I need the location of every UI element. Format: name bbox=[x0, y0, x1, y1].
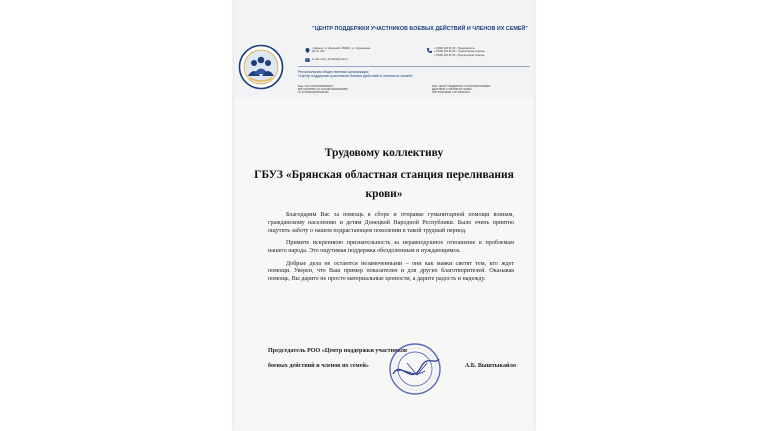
phone-icon bbox=[427, 48, 432, 53]
address-text: г. Донецк, г.о. Донецкий, 283001, ул. Чернышева 28, кв. 102 bbox=[312, 47, 371, 54]
organization-details: РОО "ЦЕНТР ПОДДЕРЖКИ УЧАСТНИКОВ БОЕВЫХ ДЕЙСТВИЙ И ЧЛЕНОВ ИХ СЕМЕЙ" ИНН 9303036384, КПП 930301001 bbox=[432, 85, 491, 94]
signatory-title: Председатель РОО «Центр поддержки участников bbox=[268, 348, 408, 354]
mail-icon bbox=[305, 58, 310, 62]
signatory-name: А.Б. Выштыкайло bbox=[464, 363, 516, 369]
stamp-seal-icon bbox=[387, 341, 443, 397]
location-pin-icon bbox=[305, 48, 310, 53]
regional-organization: Региональная общественная организация «Центр поддержки участников боевых действий и членов их семей» bbox=[298, 70, 413, 79]
addressee bbox=[252, 146, 516, 204]
paragraph: Примите искреннюю признательность за неравнодушное отношение к проблемам нашего народа. Это ощутимая поддержка обездоленным и нуждающимся. bbox=[268, 240, 514, 255]
email-text: e-mail: centr_dnr2022@mail.ru bbox=[312, 58, 348, 61]
header-divider bbox=[298, 66, 530, 67]
paragraph: Добрые дела не остаются незамеченными – они как маяки светят тем, кто ждет помощи. Уверен, что Ваш пример показателен и для других благотворителей. Оказывая помощь, Вы дарите не просто материальные ценности, а дарите радость и надежду. bbox=[268, 260, 514, 283]
organization-name: "ЦЕНТР ПОДДЕРЖКИ УЧАСТНИКОВ БОЕВЫХ ДЕЙСТВИЙ И ЧЛЕНОВ ИХ СЕМЕЙ" bbox=[312, 26, 528, 32]
phone-list: +7(949) 320 82 80 - Председатель +7(949) 320 82 80 - Гуманитарная помощь +7(949) 320 82 80 - Юридическая помощь bbox=[434, 47, 485, 57]
letter-page bbox=[234, 0, 534, 431]
organization-logo-icon bbox=[238, 44, 284, 90]
addressee-line-1: Трудовому коллективу bbox=[324, 147, 444, 159]
letter-body bbox=[268, 212, 514, 289]
addressee-line-2: ГБУЗ «Брянская областная станция переливания крови» bbox=[254, 169, 514, 200]
bank-details: Банк: ПАО "ПРОМСВЯЗЬБАНК", БИК 044525555; К/С 30101810400000000555; СЧ 40703810400000000184 bbox=[298, 85, 349, 94]
signatory-title-line-2: боевых действий и членов их семей» bbox=[268, 363, 369, 369]
paragraph: Благодарим Вас за помощь в сборе и отправке гуманитарной помощи воинам, гражданскому населению и детям Донецкой Народной Республики. Было очень приятно ощутить заботу о нашем подрастающем поколении в такой трудный период. bbox=[268, 212, 514, 234]
